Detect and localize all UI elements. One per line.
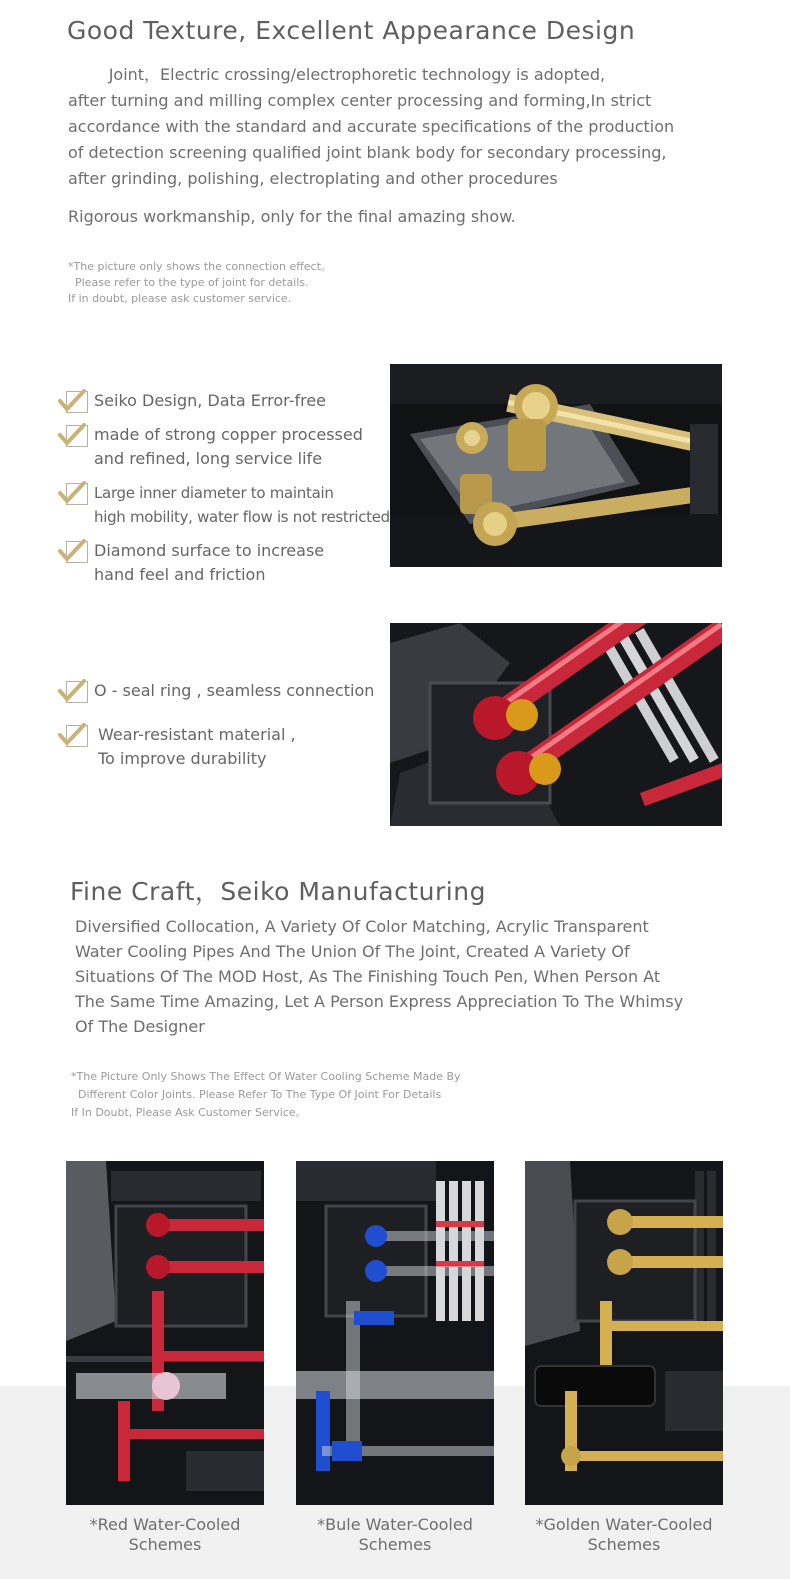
feature-text: Diamond surface to increase [94, 541, 325, 560]
section-title-craft: Fine Craft，Seiko Manufacturing [70, 877, 486, 906]
paragraph-line: Joint，Electric crossing/electrophoretic technology is adopted, [68, 65, 606, 84]
tagline: Rigorous workmanship, only for the final amazing show. [68, 207, 516, 226]
golden-scheme-caption [515, 1515, 733, 1555]
check-icon [58, 389, 88, 413]
paragraph-line: after turning and milling complex center processing and forming,In strict [68, 91, 652, 110]
paragraph-line: Situations Of The MOD Host, As The Finishing Touch Pen, When Person At [75, 967, 661, 986]
check-icon [58, 723, 88, 747]
blue-scheme-photo [296, 1161, 494, 1505]
caption-line: *Bule Water-Cooled [317, 1515, 473, 1534]
caption-line: Schemes [358, 1535, 432, 1554]
golden-scheme-photo [525, 1161, 723, 1505]
check-icon [58, 539, 88, 563]
note-line: *The Picture Only Shows The Effect Of Water Cooling Scheme Made By [71, 1070, 461, 1083]
feature-item [58, 481, 390, 529]
feature-item [58, 539, 390, 587]
note-line: *The picture only shows the connection effect。 [68, 260, 332, 273]
red-fitting-photo [390, 623, 722, 826]
caption-line: Schemes [587, 1535, 661, 1554]
note-line: If In Doubt, Please Ask Customer Service。 [71, 1106, 307, 1119]
texture-paragraph [68, 62, 674, 192]
blue-scheme-caption [296, 1515, 494, 1555]
caption-line: *Red Water-Cooled [89, 1515, 241, 1534]
scheme-note [71, 1068, 461, 1122]
check-icon [58, 679, 88, 703]
feature-item [58, 423, 390, 471]
paragraph-line: Diversified Collocation, A Variety Of Color Matching, Acrylic Transparent [75, 917, 649, 936]
feature-text: Wear-resistant material , [98, 725, 296, 744]
feature-text: and refined, long service life [94, 449, 323, 468]
paragraph-line: of detection screening qualified joint blank body for secondary processing, [68, 143, 667, 162]
paragraph-line: The Same Time Amazing, Let A Person Express Appreciation To The Whimsy [75, 992, 684, 1011]
section-title-texture: Good Texture, Excellent Appearance Design [67, 16, 636, 45]
red-scheme-photo [66, 1161, 264, 1505]
feature-text: hand feel and friction [94, 565, 266, 584]
paragraph-line: Water Cooling Pipes And The Union Of The Joint, Created A Variety Of [75, 942, 630, 961]
craft-paragraph [75, 914, 683, 1039]
feature-item [58, 723, 374, 771]
paragraph-line: Of The Designer [75, 1017, 205, 1036]
note-line: If in doubt, please ask customer service. [68, 292, 292, 305]
feature-item [58, 389, 390, 413]
note-line: Different Color Joints. Please Refer To The Type Of Joint For Details [71, 1088, 442, 1101]
feature-item [58, 679, 374, 703]
paragraph-line: after grinding, polishing, electroplating and other procedures [68, 169, 558, 188]
check-icon [58, 423, 88, 447]
check-icon [58, 481, 88, 505]
feature-text: O - seal ring , seamless connection [94, 681, 375, 700]
caption-line: *Golden Water-Cooled [535, 1515, 713, 1534]
red-scheme-caption [66, 1515, 264, 1555]
feature-text: To improve durability [98, 749, 267, 768]
note-line: Please refer to the type of joint for details. [68, 276, 309, 289]
feature-text: Large inner diameter to maintain [94, 484, 334, 502]
feature-text: high mobility, water flow is not restricted [94, 508, 390, 526]
feature-text: made of strong copper processed [94, 425, 363, 444]
brass-fitting-photo [390, 364, 722, 567]
feature-list-a [58, 389, 390, 587]
feature-list-b [58, 679, 374, 771]
feature-text: Seiko Design, Data Error-free [94, 391, 327, 410]
caption-line: Schemes [128, 1535, 202, 1554]
connection-note [68, 259, 332, 307]
paragraph-line: accordance with the standard and accurate specifications of the production [68, 117, 675, 136]
